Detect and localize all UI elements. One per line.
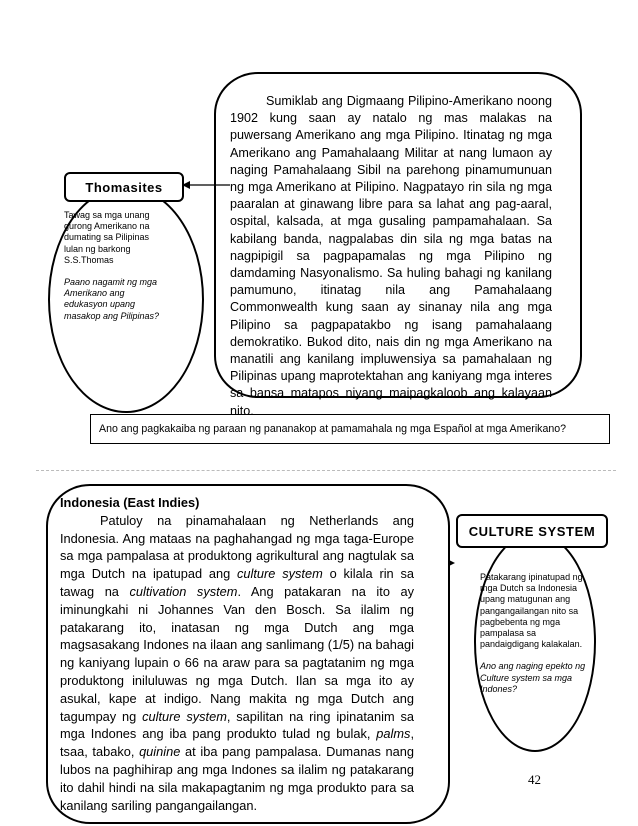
indonesia-heading: Indonesia (East Indies)	[60, 495, 200, 510]
comparison-question-box: Ano ang pagkakaiba ng paraan ng pananakop at pamamahala ng mga Español at mga Amerikano?	[90, 414, 610, 444]
para-seg-3: . Ang patakaran na ito ay iminungkahi ni Johannes Van den Bosch. Sa ilalim ng patakarang ito, inatasan ng mga Dutch ang mga magsasakang Indones na ilaan ang sanlimang (1/5) na bahagi ng kaniyang lupain o 66 na araw para sa pagtatanim ng mga produktong iniluluwas ng mga Dutch. Ilan sa mga ito ay asukal, kape at indigo. Nang makita ng mga Dutch ang tagumpay ng	[60, 583, 414, 724]
term-cultivation-system: cultivation system	[129, 583, 238, 599]
para-seg-6: at iba pang pampalasa. Dumanas nang lubos na paghihirap ang mga Indones sa ilalim ng patakarang ito dahil hindi na sila makapagtanim ng mga produkto para sa kanilang sariling pangangailangan.	[60, 744, 414, 813]
culture-system-question: Ano ang naging epekto ng Culture system sa mga Indones?	[480, 661, 586, 694]
indonesia-paragraph	[60, 512, 414, 815]
thomasites-note	[64, 210, 160, 322]
thomasites-question: Paano nagamit ng mga Amerikano ang edukasyon upang masakop ang Pilipinas?	[64, 277, 160, 321]
culture-system-tag: CULTURE SYSTEM	[456, 514, 608, 548]
culture-system-description: Patakarang ipinatupad ng mga Dutch sa Indonesia upang matugunan ang pangangailangan nito sa pagbebenta ng mga pampalasa sa pandaigdigang kalakalan.	[480, 572, 583, 650]
term-culture-system-2: culture system	[142, 708, 227, 724]
para-seg-2: o kilala rin sa tawag na	[60, 566, 414, 599]
page-number: 42	[528, 772, 541, 787]
culture-system-note	[480, 572, 586, 695]
thomasites-description: Tawag sa mga unang gurong Amerikano na dumating sa Pilipinas lulan ng barkong S.S.Thomas	[64, 210, 150, 265]
para-seg-1: Patuloy na pinamahalaan ng Netherlands ang Indonesia. Ang mataas na paghahangad ng mga taga-Europe sa mga pampalasa at produktong agrikultural ang nagtulak sa mga Dutch na ipatupad ang	[60, 512, 414, 582]
para-seg-5: , tsaa, tabako,	[60, 726, 414, 760]
term-culture-system-1: culture system	[237, 566, 323, 582]
indonesia-section	[60, 494, 414, 814]
term-palms: palms	[376, 726, 411, 742]
top-paragraph	[230, 93, 552, 420]
para-seg-4: , sapilitan na ring ipinatanim sa mga Indones ang iba pang produkto tulad ng bulak,	[60, 708, 414, 742]
term-quinine: quinine	[139, 744, 181, 760]
section-divider	[36, 470, 616, 471]
thomasites-tag: Thomasites	[64, 172, 184, 202]
top-paragraph-text: Sumiklab ang Digmaang Pilipino-Amerikano noong 1902 kung saan ay natalo ng mas malakas na puwersang Amerikano ang mga Pilipino. Itinatag ng mga Amerikano ang Pamahalaang Militar at nang lumaon ay naging Pamahalaang Sibil na parehong pinamumunuan ng mga Amerikano at Pilipino. Nagpatayo rin sila ng mga paaralan at ginawang libre para sa lahat ang pag-aaral, ospital, kalsada, at mga gusaling pampamahalaan. Sa kabilang banda, nagpalabas din sila ng mga batas na nagpipigil sa pagpapamalas ng mga Pilipino ng damdaming Nasyonalismo. Sa huling bahagi ng kanilang pamumuno, itinatag nila ang Pamahalaang Commonwealth kung saan ay sinanay nila ang mga Pilipino sa pagpapatakbo ng isang pamahalaang demokratiko. Bukod dito, nais din ng mga Amerikano na manatili ang kanilang impluwensiya sa pamahalaan ng Pilipinas upang maprotektahan ang kaniyang mga interes sa bansa matapos niyang maipagkaloob ang kalayaan nito.	[230, 94, 552, 418]
